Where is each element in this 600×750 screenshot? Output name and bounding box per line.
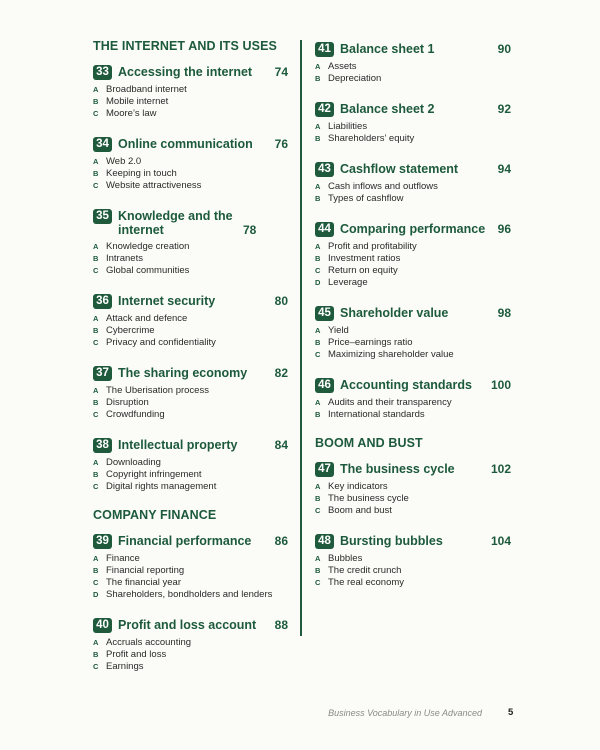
subtopic-text: The credit crunch	[328, 565, 402, 576]
subtopic-letter: C	[315, 506, 321, 515]
subtopic-letter: A	[315, 242, 321, 251]
unit-number-badge: 43	[315, 162, 334, 177]
subtopic-list	[315, 121, 511, 145]
unit-40[interactable]	[93, 617, 288, 673]
subtopic-item	[93, 96, 288, 108]
unit-number-badge: 47	[315, 462, 334, 477]
subtopic-item	[315, 337, 511, 349]
subtopic-list	[315, 397, 511, 421]
unit-number-badge: 45	[315, 306, 334, 321]
unit-number-badge: 48	[315, 534, 334, 549]
unit-header	[315, 161, 511, 177]
unit-number-badge: 42	[315, 102, 334, 117]
unit-header	[93, 617, 288, 633]
unit-page-number: 84	[274, 438, 288, 452]
subtopic-text: Cash inflows and outflows	[328, 181, 438, 192]
subtopic-item	[93, 156, 288, 168]
subtopic-text: The Uberisation process	[106, 385, 209, 396]
subtopic-item	[315, 409, 511, 421]
section-title-company-finance: COMPANY FINANCE	[93, 508, 217, 522]
unit-page-number: 74	[274, 65, 288, 79]
subtopic-text: Shareholders’ equity	[328, 133, 415, 144]
unit-35[interactable]	[93, 208, 288, 277]
subtopic-letter: B	[315, 338, 321, 347]
subtopic-item	[315, 253, 511, 265]
unit-number-badge: 44	[315, 222, 334, 237]
subtopic-text: Audits and their transparency	[328, 397, 452, 408]
unit-page-number: 98	[497, 306, 511, 320]
unit-47[interactable]	[315, 461, 511, 517]
subtopic-text: Assets	[328, 61, 357, 72]
unit-header	[315, 305, 511, 321]
subtopic-list	[315, 325, 511, 361]
unit-title: Bursting bubbles	[340, 534, 443, 548]
subtopic-text: Copyright infringement	[106, 469, 202, 480]
subtopic-item	[93, 661, 288, 673]
unit-page-number: 94	[497, 162, 511, 176]
subtopic-letter: A	[315, 554, 321, 563]
unit-title: Financial performance	[118, 534, 252, 548]
subtopic-letter: C	[315, 578, 321, 587]
unit-header	[315, 101, 511, 117]
unit-page-number: 96	[497, 222, 511, 236]
unit-title: Internet security	[118, 294, 216, 308]
subtopic-text: Depreciation	[328, 73, 382, 84]
subtopic-letter: B	[315, 194, 321, 203]
subtopic-item	[93, 241, 288, 253]
unit-45[interactable]	[315, 305, 511, 361]
unit-number-badge: 38	[93, 438, 112, 453]
unit-42[interactable]	[315, 101, 511, 145]
unit-header	[93, 136, 288, 152]
unit-page-number: 100	[490, 378, 511, 392]
unit-page-number: 82	[274, 366, 288, 380]
unit-page-number: 102	[490, 462, 511, 476]
unit-header	[315, 221, 511, 237]
subtopic-item	[93, 577, 288, 589]
unit-39[interactable]	[93, 533, 288, 601]
subtopic-letter: C	[93, 181, 99, 190]
unit-page-number: 80	[274, 294, 288, 308]
subtopic-list	[93, 241, 288, 277]
unit-number-badge: 40	[93, 618, 112, 633]
subtopic-text: Web 2.0	[106, 156, 142, 167]
subtopic-text: Moore’s law	[106, 108, 157, 119]
subtopic-letter: B	[315, 134, 321, 143]
unit-title: Comparing performance	[340, 222, 486, 236]
unit-header	[315, 461, 511, 477]
unit-number-badge: 46	[315, 378, 334, 393]
subtopic-letter: B	[93, 470, 99, 479]
subtopic-letter: D	[93, 590, 99, 599]
unit-page-number: 78	[243, 223, 257, 237]
unit-title: Profit and loss account	[118, 618, 257, 632]
subtopic-item	[315, 505, 511, 517]
unit-page-number: 76	[274, 137, 288, 151]
unit-page-number: 92	[497, 102, 511, 116]
subtopic-text: Website attractiveness	[106, 180, 202, 191]
subtopic-letter: A	[93, 386, 99, 395]
subtopic-letter: B	[315, 254, 321, 263]
subtopic-item	[93, 589, 288, 601]
subtopic-text: Broadband internet	[106, 84, 187, 95]
subtopic-item	[93, 313, 288, 325]
subtopic-item	[93, 565, 288, 577]
subtopic-item	[315, 181, 511, 193]
subtopic-text: Privacy and confidentiality	[106, 337, 216, 348]
subtopic-text: The real economy	[328, 577, 405, 588]
subtopic-letter: A	[315, 482, 321, 491]
unit-title: Shareholder value	[340, 306, 449, 320]
subtopic-item	[315, 349, 511, 361]
subtopic-item	[93, 84, 288, 96]
subtopic-text: Shareholders, bondholders and lenders	[106, 589, 273, 600]
subtopic-item	[93, 481, 288, 493]
subtopic-text: Bubbles	[328, 553, 363, 564]
subtopic-letter: A	[93, 554, 99, 563]
subtopic-item	[315, 61, 511, 73]
unit-44[interactable]	[315, 221, 511, 289]
unit-number-badge: 33	[93, 65, 112, 80]
unit-page-number: 104	[490, 534, 511, 548]
subtopic-letter: B	[315, 566, 321, 575]
subtopic-item	[315, 121, 511, 133]
subtopic-item	[93, 108, 288, 120]
subtopic-text: Leverage	[328, 277, 368, 288]
subtopic-item	[315, 241, 511, 253]
subtopic-text: Boom and bust	[328, 505, 392, 516]
subtopic-letter: A	[315, 182, 321, 191]
subtopic-item	[93, 649, 288, 661]
subtopic-letter: A	[93, 314, 99, 323]
subtopic-letter: B	[93, 566, 99, 575]
unit-43[interactable]	[315, 161, 511, 205]
subtopic-letter: B	[315, 494, 321, 503]
subtopic-letter: A	[315, 326, 321, 335]
subtopic-text: Attack and defence	[106, 313, 188, 324]
unit-48[interactable]	[315, 533, 511, 589]
subtopic-letter: C	[93, 266, 99, 275]
subtopic-text: Profit and loss	[106, 649, 167, 660]
subtopic-letter: B	[315, 410, 321, 419]
subtopic-letter: B	[93, 326, 99, 335]
section-title-boom-and-bust: BOOM AND BUST	[315, 436, 423, 450]
subtopic-letter: C	[93, 338, 99, 347]
unit-title: Balance sheet 2	[340, 102, 435, 116]
subtopic-item	[93, 409, 288, 421]
subtopic-letter: C	[315, 350, 321, 359]
subtopic-list	[93, 385, 288, 421]
subtopic-letter: A	[315, 398, 321, 407]
subtopic-item	[93, 637, 288, 649]
unit-title: Accounting standards	[340, 378, 472, 392]
subtopic-letter: A	[315, 62, 321, 71]
subtopic-letter: B	[93, 97, 99, 106]
column-divider	[300, 40, 302, 636]
unit-title: Accessing the internet	[118, 65, 253, 79]
subtopic-item	[315, 577, 511, 589]
subtopic-text: Keeping in touch	[106, 168, 177, 179]
subtopic-item	[93, 337, 288, 349]
subtopic-text: Investment ratios	[328, 253, 401, 264]
subtopic-item	[315, 265, 511, 277]
subtopic-letter: B	[93, 254, 99, 263]
subtopic-text: Maximizing shareholder value	[328, 349, 454, 360]
subtopic-list	[93, 313, 288, 349]
unit-header	[93, 208, 288, 237]
subtopic-text: Financial reporting	[106, 565, 185, 576]
unit-number-badge: 36	[93, 294, 112, 309]
subtopic-list	[315, 553, 511, 589]
subtopic-letter: B	[93, 650, 99, 659]
subtopic-letter: C	[93, 662, 99, 671]
subtopic-text: Intranets	[106, 253, 143, 264]
subtopic-letter: B	[93, 398, 99, 407]
unit-41[interactable]	[315, 41, 511, 85]
subtopic-list	[93, 637, 288, 673]
subtopic-text: Types of cashflow	[328, 193, 404, 204]
subtopic-item	[93, 168, 288, 180]
subtopic-item	[315, 565, 511, 577]
unit-title: Online communication	[118, 137, 253, 151]
unit-header	[93, 293, 288, 309]
unit-37[interactable]	[93, 365, 288, 421]
unit-title: The business cycle	[340, 462, 455, 476]
unit-34[interactable]	[93, 136, 288, 192]
subtopic-text: The business cycle	[328, 493, 409, 504]
unit-46[interactable]	[315, 377, 511, 421]
subtopic-letter: A	[93, 157, 99, 166]
unit-header	[315, 377, 511, 393]
unit-header	[93, 437, 288, 453]
subtopic-text: Knowledge creation	[106, 241, 190, 252]
unit-header	[315, 41, 511, 57]
subtopic-text: Accruals accounting	[106, 637, 192, 648]
subtopic-letter: C	[315, 266, 321, 275]
subtopic-item	[93, 253, 288, 265]
subtopic-text: Liabilities	[328, 121, 368, 132]
subtopic-text: Global communities	[106, 265, 190, 276]
subtopic-letter: D	[315, 278, 321, 287]
subtopic-text: Disruption	[106, 397, 149, 408]
unit-title: Knowledge and the internet	[118, 209, 233, 237]
subtopic-letter: A	[93, 638, 99, 647]
unit-number-badge: 41	[315, 42, 334, 57]
subtopic-list	[93, 84, 288, 120]
unit-header	[93, 365, 288, 381]
section-title-internet: THE INTERNET AND ITS USES	[93, 39, 277, 53]
unit-header	[93, 64, 288, 80]
unit-36[interactable]	[93, 293, 288, 349]
subtopic-item	[93, 457, 288, 469]
subtopic-item	[315, 553, 511, 565]
subtopic-text: Downloading	[106, 457, 161, 468]
unit-number-badge: 37	[93, 366, 112, 381]
subtopic-letter: A	[93, 458, 99, 467]
subtopic-item	[93, 180, 288, 192]
unit-title: Cashflow statement	[340, 162, 459, 176]
subtopic-letter: B	[93, 169, 99, 178]
subtopic-text: Earnings	[106, 661, 144, 672]
subtopic-item	[93, 553, 288, 565]
unit-title: The sharing economy	[118, 366, 248, 380]
subtopic-item	[315, 277, 511, 289]
subtopic-text: Mobile internet	[106, 96, 169, 107]
subtopic-text: Crowdfunding	[106, 409, 165, 420]
subtopic-item	[93, 385, 288, 397]
subtopic-text: Digital rights management	[106, 481, 217, 492]
subtopic-item	[93, 397, 288, 409]
subtopic-item	[315, 481, 511, 493]
subtopic-list	[93, 156, 288, 192]
subtopic-item	[93, 265, 288, 277]
subtopic-text: Price–earnings ratio	[328, 337, 413, 348]
subtopic-item	[93, 469, 288, 481]
subtopic-letter: C	[93, 578, 99, 587]
subtopic-item	[93, 325, 288, 337]
unit-number-badge: 39	[93, 534, 112, 549]
unit-page-number: 88	[274, 618, 288, 632]
subtopic-item	[315, 73, 511, 85]
subtopic-letter: B	[315, 74, 321, 83]
subtopic-item	[315, 493, 511, 505]
subtopic-text: The financial year	[106, 577, 181, 588]
footer-book-title: Business Vocabulary in Use Advanced	[328, 708, 482, 718]
unit-number-badge: 35	[93, 209, 112, 224]
subtopic-letter: A	[93, 242, 99, 251]
subtopic-list	[315, 481, 511, 517]
footer-page-number: 5	[508, 707, 514, 718]
subtopic-text: Key indicators	[328, 481, 388, 492]
subtopic-text: Return on equity	[328, 265, 398, 276]
unit-33[interactable]	[93, 64, 288, 120]
subtopic-text: International standards	[328, 409, 425, 420]
subtopic-letter: C	[93, 410, 99, 419]
subtopic-letter: A	[93, 85, 99, 94]
subtopic-item	[315, 133, 511, 145]
subtopic-text: Cybercrime	[106, 325, 155, 336]
unit-number-badge: 34	[93, 137, 112, 152]
subtopic-letter: A	[315, 122, 321, 131]
subtopic-letter: C	[93, 482, 99, 491]
subtopic-list	[315, 181, 511, 205]
unit-header	[93, 533, 288, 549]
unit-header	[315, 533, 511, 549]
unit-38[interactable]	[93, 437, 288, 493]
right-column	[315, 41, 511, 605]
subtopic-item	[315, 193, 511, 205]
subtopic-list	[315, 241, 511, 289]
unit-page-number: 90	[497, 42, 511, 56]
subtopic-text: Yield	[328, 325, 349, 336]
subtopic-item	[315, 397, 511, 409]
subtopic-text: Profit and profitability	[328, 241, 417, 252]
left-column	[93, 38, 288, 689]
subtopic-text: Finance	[106, 553, 140, 564]
subtopic-list	[93, 457, 288, 493]
subtopic-list	[93, 553, 288, 601]
unit-page-number: 86	[274, 534, 288, 548]
subtopic-list	[315, 61, 511, 85]
unit-title: Intellectual property	[118, 438, 238, 452]
unit-title: Balance sheet 1	[340, 42, 435, 56]
subtopic-item	[315, 325, 511, 337]
subtopic-letter: C	[93, 109, 99, 118]
